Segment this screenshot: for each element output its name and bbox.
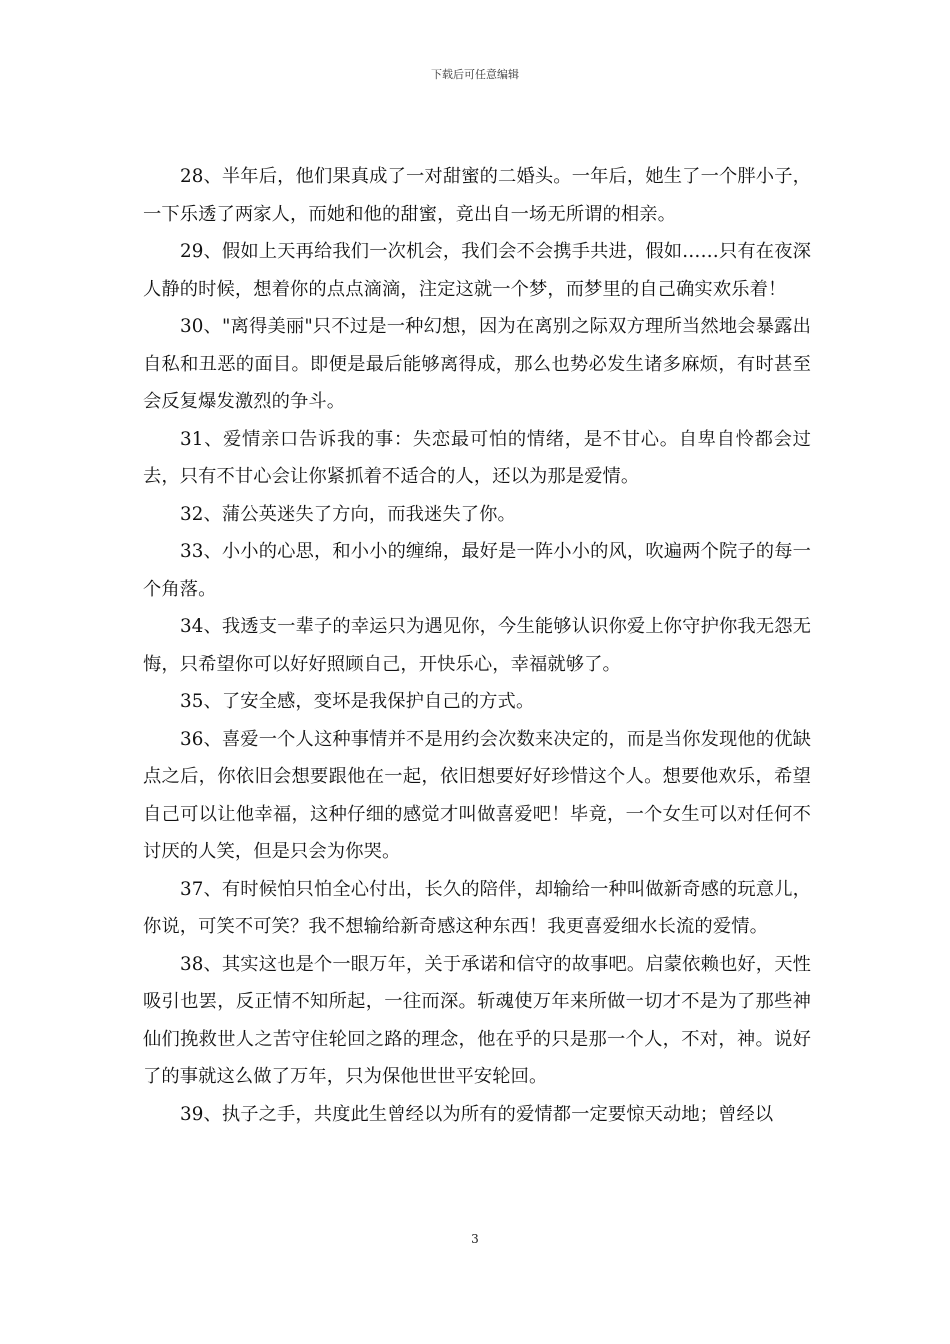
paragraph-38: 38、其实这也是个一眼万年，关于承诺和信守的故事吧。启蒙依赖也好，天性吸引也罢，反正情不知所起，一往而深。斩魂使万年来所做一切才不是为了那些神仙们挽救世人之苦守住轮回之路的理念，他在乎的只是那一个人，不对，神。说好了的事就这么做了万年，只为保他世世平安轮回。 (143, 953, 811, 1087)
paragraph-31: 31、爱情亲口告诉我的事：失恋最可怕的情绪，是不甘心。自卑自怜都会过去，只有不甘心会让你紧抓着不适合的人，还以为那是爱情。 (143, 428, 811, 487)
paragraph-28: 28、半年后，他们果真成了一对甜蜜的二婚头。一年后，她生了一个胖小子，一下乐透了两家人，而她和他的甜蜜，竟出自一场无所谓的相亲。 (143, 166, 811, 225)
paragraph-37: 37、有时候怕只怕全心付出，长久的陪伴，却输给一种叫做新奇感的玩意儿，你说，可笑不可笑？我不想输给新奇感这种东西！我更喜爱细水长流的爱情。 (143, 878, 811, 937)
paragraph-34: 34、我透支一辈子的幸运只为遇见你，今生能够认识你爱上你守护你我无怨无悔，只希望你可以好好照顾自己，开快乐心，幸福就够了。 (143, 616, 811, 675)
paragraph-29: 29、假如上天再给我们一次机会，我们会不会携手共进，假如……只有在夜深人静的时候，想着你的点点滴滴，注定这就一个梦，而梦里的自己确实欢乐着！ (143, 241, 811, 300)
paragraph-33: 33、小小的心思，和小小的缠绵，最好是一阵小小的风，吹遍两个院子的每一个角落。 (143, 541, 811, 600)
page-number: 3 (471, 1232, 479, 1246)
page-header: 下载后可任意编辑 (431, 68, 519, 81)
paragraph-36: 36、喜爱一个人这种事情并不是用约会次数来决定的，而是当你发现他的优缺点之后，你依旧会想要跟他在一起，依旧想要好好珍惜这个人。想要他欢乐，希望自己可以让他幸福，这种仔细的感觉才叫做喜爱吧！毕竟，一个女生可以对任何不讨厌的人笑，但是只会为你哭。 (143, 728, 811, 862)
paragraph-35: 35、了安全感，变坏是我保护自己的方式。 (180, 691, 535, 712)
paragraph-32: 32、蒲公英迷失了方向，而我迷失了你。 (180, 503, 516, 525)
document-body (143, 158, 811, 1133)
paragraph-30: 30、"离得美丽"只不过是一种幻想，因为在离别之际双方理所当然地会暴露出自私和丑恶的面目。即便是最后能够离得成，那么也势必发生诸多麻烦，有时甚至会反复爆发激烈的争斗。 (143, 316, 811, 412)
paragraph-39: 39、执子之手，共度此生曾经以为所有的爱情都一定要惊天动地；曾经以 (180, 1103, 774, 1125)
